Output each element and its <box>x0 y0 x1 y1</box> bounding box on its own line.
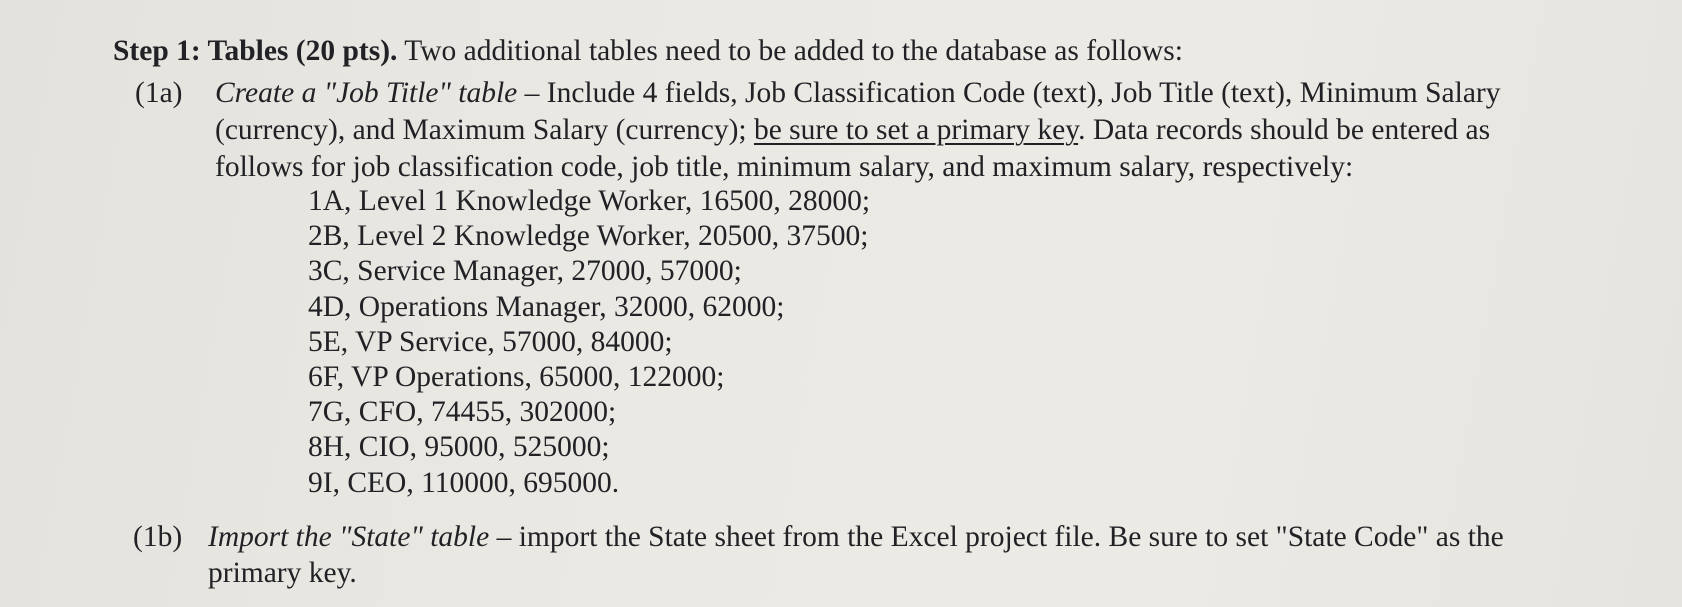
record-row <box>308 430 610 464</box>
record-row <box>308 325 673 359</box>
primary-key-emphasis: be sure to set a primary key <box>753 114 1079 146</box>
record-row <box>308 466 619 500</box>
record-text: 5E, VP Service, 57000, 84000; <box>308 326 673 358</box>
record-row <box>308 360 724 394</box>
part-1a-line-2 <box>215 113 1490 147</box>
part-1a-text-line3: follows for job classification code, job title, minimum salary, and maximum salary, respectively: <box>215 151 1354 183</box>
part-1b-text-line1: import the State sheet from the Excel project file. Be sure to set "State Code" as the <box>518 521 1504 553</box>
part-1a-line-1 <box>135 76 1501 110</box>
record-text: 1A, Level 1 Knowledge Worker, 16500, 28000; <box>308 185 871 217</box>
part-1a-text-line2b: . Data records should be entered as <box>1078 114 1491 146</box>
part-1b-title: Import the "State" table <box>208 521 490 553</box>
record-row <box>308 395 616 429</box>
part-1b-line-1 <box>133 520 1504 554</box>
record-row <box>308 254 742 288</box>
step-heading: Step 1: Tables (20 pts). <box>113 35 398 67</box>
part-1a-title: Create a "Job Title" table <box>215 77 518 109</box>
part-1a-label: (1a) <box>135 77 183 109</box>
record-text: 9I, CEO, 110000, 695000. <box>308 467 620 499</box>
part-1b-line-2 <box>208 556 357 590</box>
step-intro: Two additional tables need to be added to the database as follows: <box>404 35 1183 67</box>
part-1a-dash: – <box>517 77 547 109</box>
record-text: 6F, VP Operations, 65000, 122000; <box>308 361 725 393</box>
record-text: 3C, Service Manager, 27000, 57000; <box>308 255 742 287</box>
step-heading-line <box>113 34 1183 68</box>
part-1a-line-3 <box>215 150 1353 184</box>
part-1b-dash: – <box>489 521 519 553</box>
part-1a-text-line2a: (currency), and Maximum Salary (currency); <box>215 114 754 146</box>
part-1b-label: (1b) <box>133 521 183 553</box>
record-text: 2B, Level 2 Knowledge Worker, 20500, 37500; <box>308 220 869 252</box>
part-1b-text-line2: primary key. <box>208 557 357 589</box>
record-row <box>308 219 868 253</box>
record-text: 8H, CIO, 95000, 525000; <box>308 431 610 463</box>
record-row <box>308 184 870 218</box>
record-text: 7G, CFO, 74455, 302000; <box>308 396 617 428</box>
part-1a-text-line1: Include 4 fields, Job Classification Code (text), Job Title (text), Minimum Salary <box>546 77 1501 109</box>
record-row <box>308 290 784 324</box>
record-text: 4D, Operations Manager, 32000, 62000; <box>308 291 785 323</box>
